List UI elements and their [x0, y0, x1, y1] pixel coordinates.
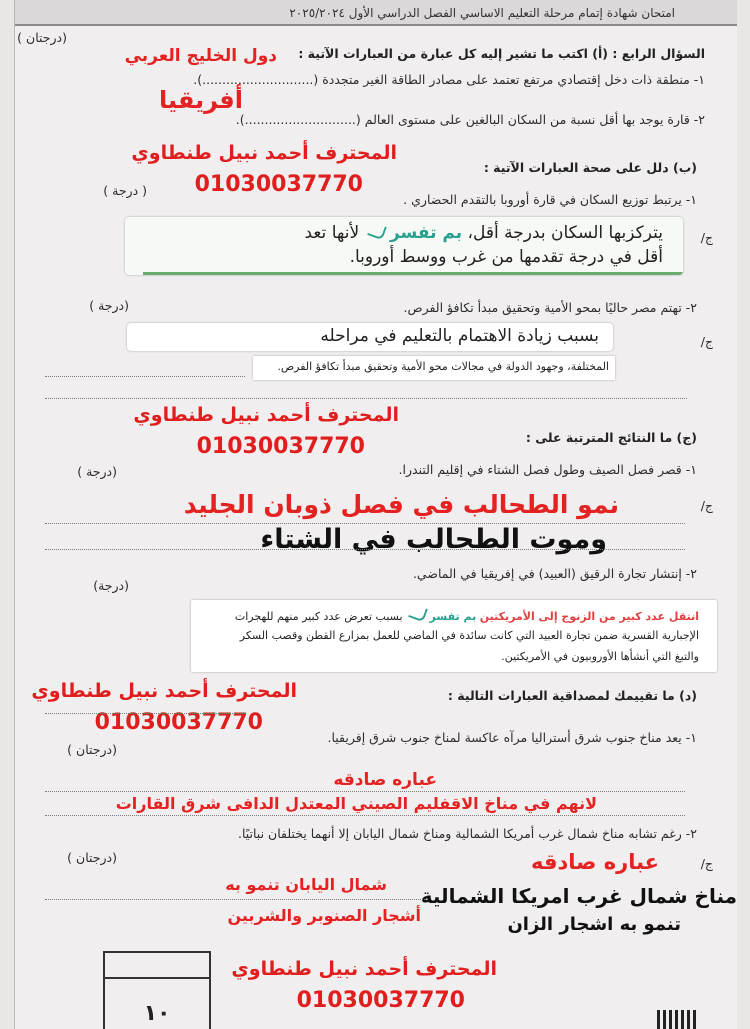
d-answer2-left2: أشجار الصنوبر والشربين: [227, 906, 421, 925]
c-item-1: ١- قصر فصل الصيف وطول فصل الشتاء في إقليم التندرا.: [398, 462, 697, 477]
dotted-line: [45, 814, 685, 816]
b-card2-line1: بسبب زيادة الاهتمام بالتعليم في مراحله: [320, 326, 599, 346]
b-card-2b: [253, 356, 615, 380]
exam-header: امتحان شهادة إتمام مرحلة التعليم الاساسي الفصل الدراسي الأول ٢٠٢٥/٢٠٢٤: [15, 0, 737, 26]
author-phone-1: 01030037770: [194, 172, 363, 197]
check-icon: [408, 604, 428, 623]
c-answer1-line2: وموت الطحالب في الشتاء: [260, 524, 607, 555]
c-card-head: انتقل عدد كبير من الزنوج إلى الأمريكتين بم تفسر بسبب تعرض عدد كبير منهم للهجرات: [235, 606, 699, 623]
b-card-1: [125, 217, 683, 275]
d-answer2-right1: مناخ شمال غرب امريكا الشمالية: [420, 884, 737, 908]
score-total: ١٠: [143, 1001, 171, 1026]
c-card-line2: الإجبارية القسرية ضمن تجارة العبيد التي كانت سائدة في الماضي للعمل بمزارع القطن وقصب السكر: [239, 629, 699, 642]
dotted-line: [45, 397, 687, 399]
author-name-2: المحترف أحمد نبيل طنطاوي: [133, 404, 399, 426]
author-phone-3: 01030037770: [94, 710, 263, 735]
d-item-2: ٢- رغم تشابه مناخ شمال غرب أمريكا الشمالية ومناخ شمال اليابان إلا أنهما يختلفان نباتيًا.: [237, 826, 697, 841]
answer-prefix: ج/: [700, 230, 713, 245]
score-box: [103, 951, 211, 1029]
dotted-line: [45, 375, 245, 377]
c-item-2: ٢- إنتشار تجارة الرقيق (العبيد) في إفريقيا في الماضي.: [412, 566, 697, 581]
b-title: (ب) دلل على صحة العبارات الآتية :: [483, 160, 697, 175]
c-item2-grade: (درجة): [93, 578, 129, 593]
author-name-3: المحترف أحمد نبيل طنطاوي: [31, 680, 297, 702]
qr-code-icon: [657, 1010, 699, 1029]
b-item-1: ١- يرتبط توزيع السكان في قارة أوروبا بالتقدم الحضاري .: [403, 192, 697, 207]
d-answer2-left1: شمال اليابان تنمو به: [225, 875, 387, 894]
q4-item-2: ٢- قارة يوجد بها أقل نسبة من السكان البالغين على مستوى العالم (............................).: [235, 112, 705, 127]
score-box-divider: [105, 977, 209, 979]
answer-prefix-3: ج/: [700, 498, 713, 513]
b-item2-grade: (درجة ): [89, 298, 129, 313]
d-title: (د) ما تقييمك لمصداقية العبارات التالية :: [447, 688, 697, 703]
c-item1-grade: (درجة ): [77, 464, 117, 479]
d-item1-grade: (درجتان ): [67, 742, 117, 757]
dotted-line: [45, 548, 685, 550]
b-item-2: ٢- تهتم مصر حاليًا بمحو الأمية وتحقيق مبدأ تكافؤ الفرص.: [403, 300, 697, 315]
b-card1-line2: أقل في درجة تقدمها من غرب ووسط أوروبا.: [349, 247, 663, 267]
dotted-line: [45, 898, 425, 900]
author-phone-2: 01030037770: [196, 434, 365, 459]
d-item2-grade: (درجتان ): [67, 850, 117, 865]
exam-page: [14, 0, 737, 1029]
d-answer1-line2: لانهم في مناخ الاقفليم الصيني المعتدل الدافى شرق القارات: [115, 794, 597, 813]
d-answer1-line1: عباره صادقه: [333, 770, 437, 790]
c-title: (ج) ما النتائج المترتبة على :: [525, 430, 697, 445]
author-phone-4: 01030037770: [296, 988, 465, 1013]
answer-prefix-2: ج/: [700, 334, 713, 349]
b-card-2a: [127, 323, 613, 351]
q4-title: السؤال الرابع : (أ) اكتب ما تشير إليه كل عبارة من العبارات الآتية :: [298, 46, 705, 61]
b-card1-line1: يتركزبها السكان بدرجة أقل، بم تفسر لأنها تعد: [304, 223, 663, 243]
answer-prefix-5: ج/: [700, 856, 713, 871]
check-icon: [367, 222, 387, 241]
b-item1-grade: ( درجة ): [103, 183, 147, 198]
dotted-line: [45, 712, 245, 714]
author-name-4: المحترف أحمد نبيل طنطاوي: [231, 958, 497, 980]
q4-answer-2: أفريقيا: [159, 86, 243, 114]
c-answer1-line1: نمو الطحالب في فصل ذوبان الجليد: [183, 490, 619, 519]
c-card: [191, 600, 717, 672]
b-card1-underline: [143, 272, 683, 275]
c-card-line3: والتبغ التي أنشأها الأوروبيون في الأمريكتين.: [501, 650, 699, 663]
d-answer2-right2: تنمو به اشجار الزان: [507, 914, 681, 935]
dotted-line: [45, 790, 685, 792]
b-card2-line2: المختلفة، وجهود الدولة في مجالات محو الأمية وتحقيق مبدأ تكافؤ الفرص.: [277, 360, 609, 373]
q4-item-1: ١- منطقة ذات دخل إقتصادي مرتفع تعتمد على مصادر الطاقة الغير متجددة (............................).: [193, 72, 705, 87]
d-item-1: ١- يعد مناخ جنوب شرق أستراليا مرآه عاكسة لمناخ جنوب شرق إفريقيا.: [327, 730, 697, 745]
d-answer2-true: عباره صادقه: [530, 850, 659, 874]
q4-answer-1: دول الخليج العربي: [124, 46, 277, 66]
author-name-1: المحترف أحمد نبيل طنطاوي: [131, 142, 397, 164]
q4-grade: (درجتان ): [17, 30, 67, 45]
